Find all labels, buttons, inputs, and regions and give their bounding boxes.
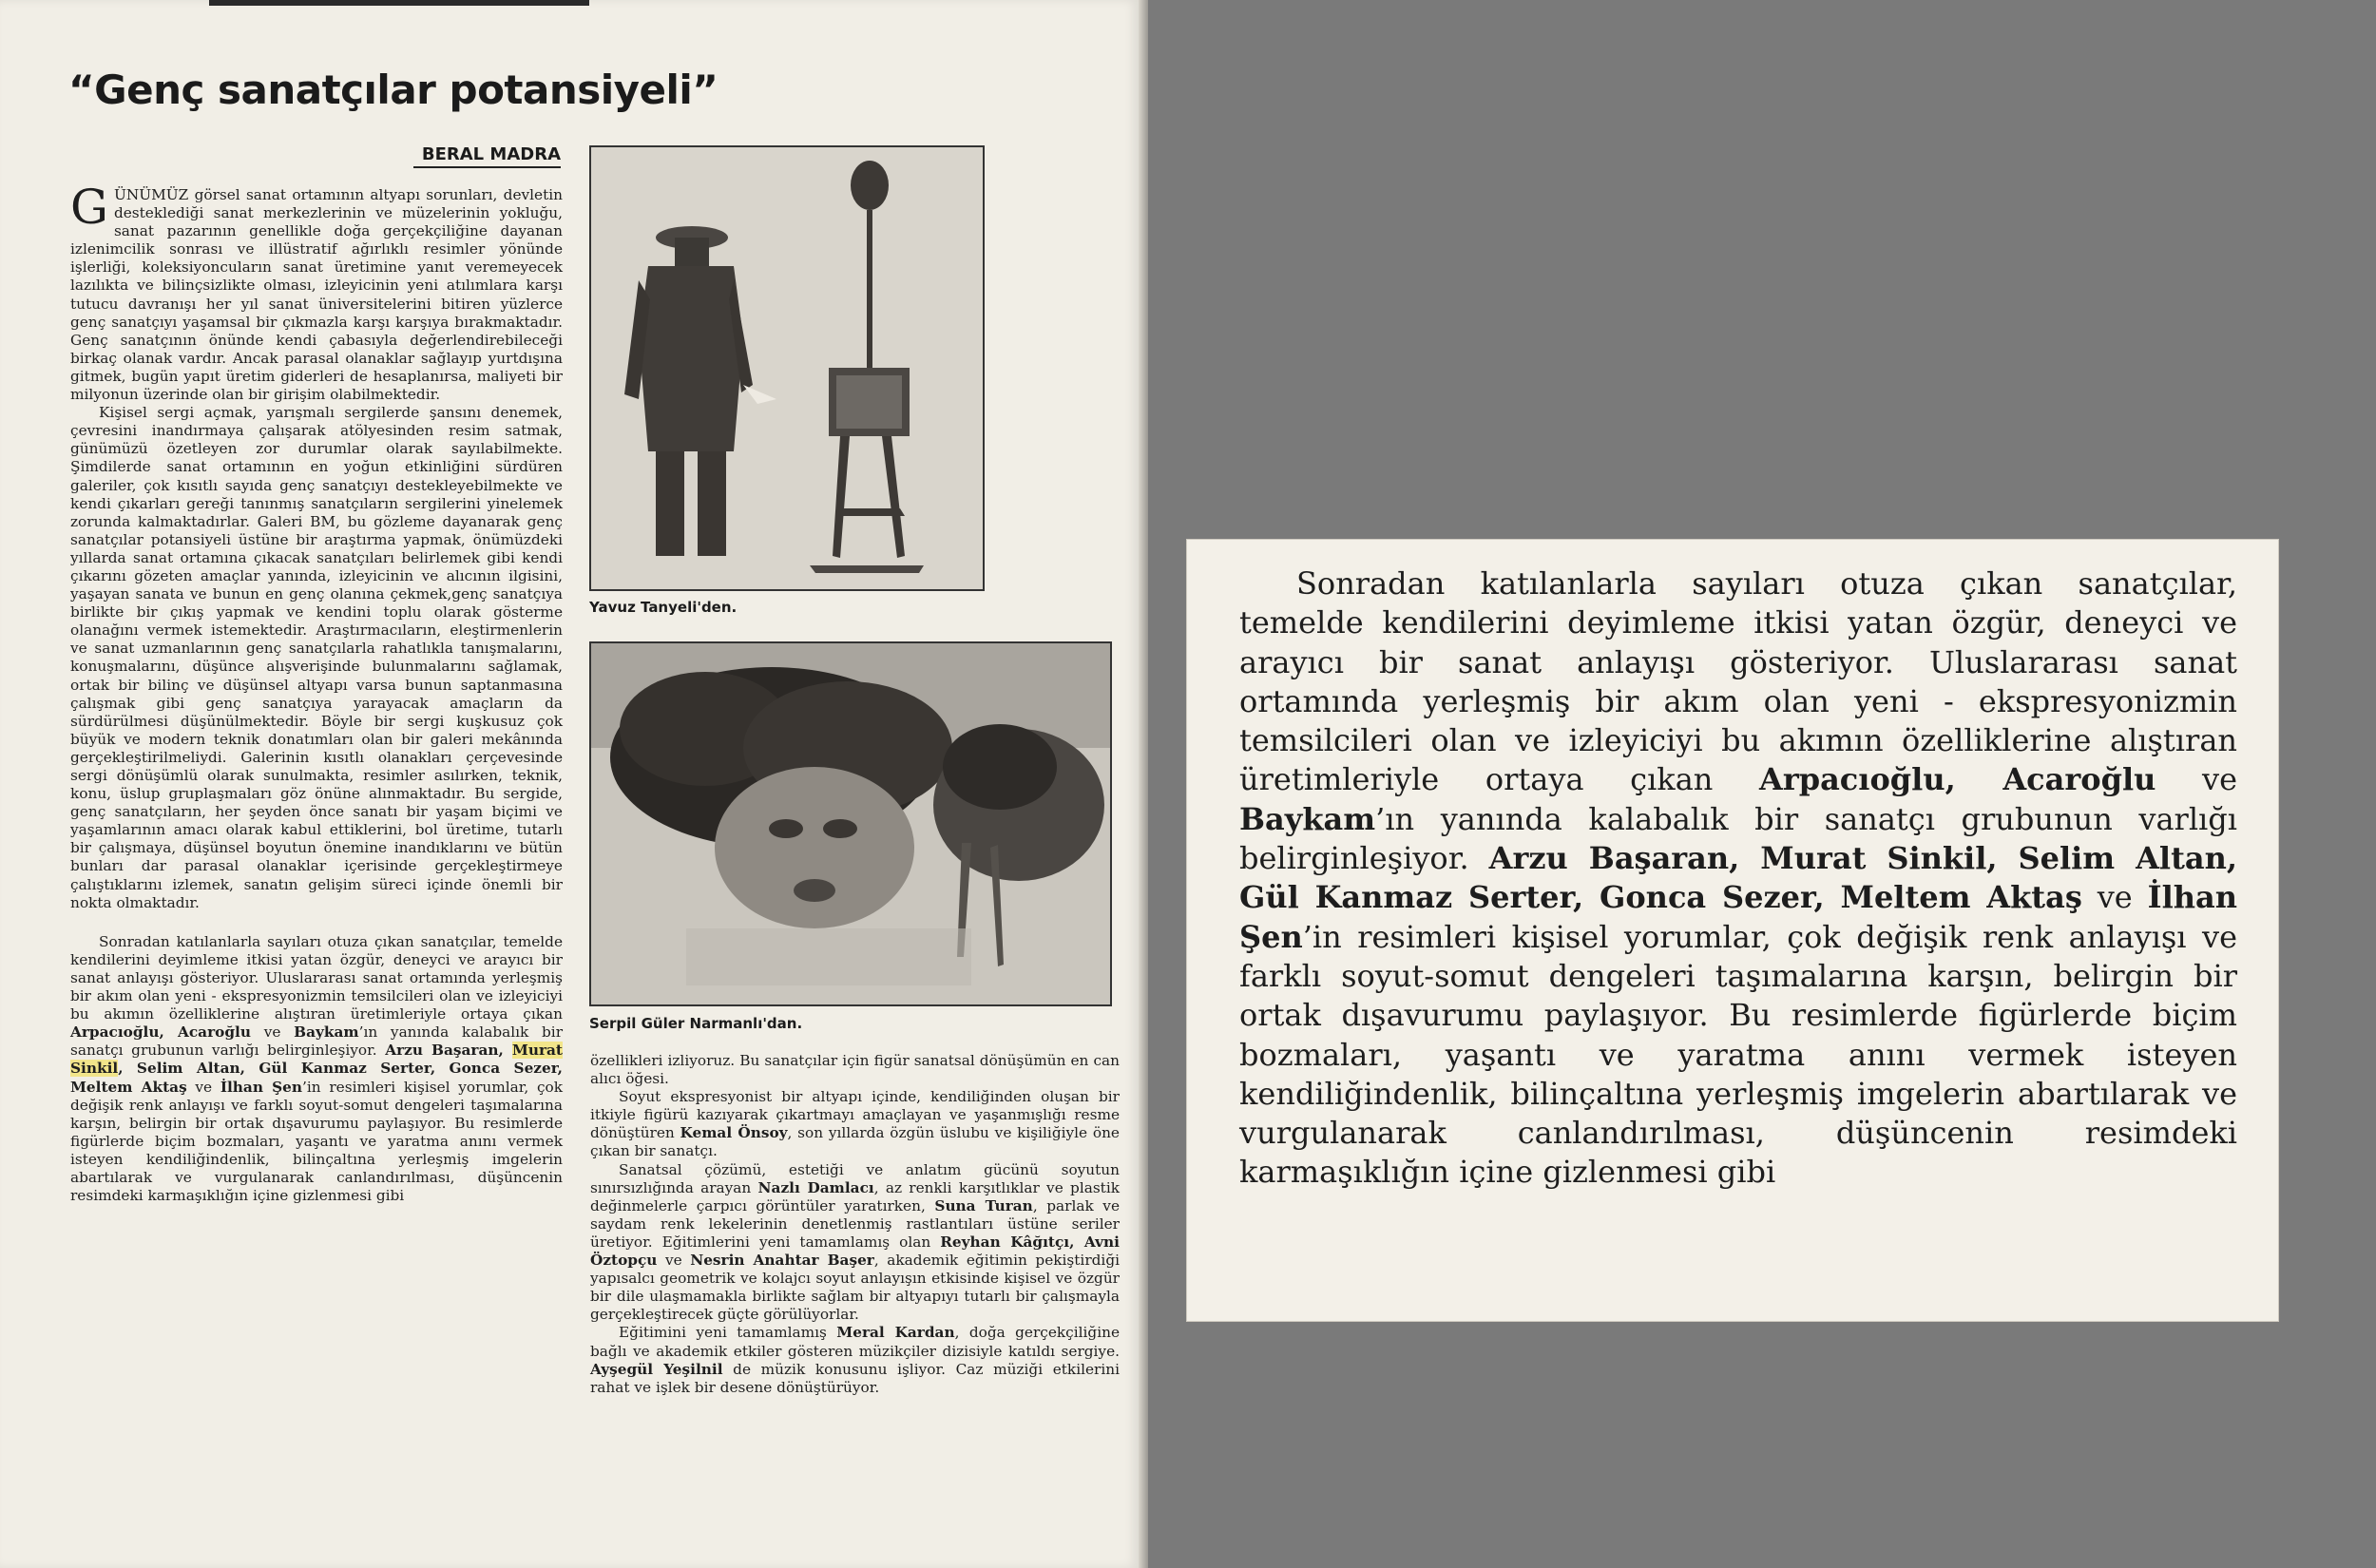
page-edge-shadow <box>1139 0 1148 1568</box>
highlighted-name: Murat Sinkil <box>70 1042 563 1078</box>
paragraph-3 <box>70 933 563 1205</box>
zoom-text-c: ’in resimleri kişisel yorumlar, çok değişik renk anlayışı ve farklı soyut-somut dengeleri taşımalarına karşın, belirgin bir ortak dışavurumu paylaşıyor. Bu resimlerde figürlerde biçim bozmaları, yaşantı ve yaratma anını vermek isteyen kendiliğindenlik, bilinçaltına yerleşmiş imgelerin abartılarak ve vurgulanarak canlandırılması, düşüncenin resimdeki karmaşıklığın içine gizlenmesi gibi <box>1239 918 2237 1191</box>
zoomed-paragraph-text <box>1239 564 2237 1193</box>
c2-p4-text-c: de müzik konusunu işliyor. Caz müziği etkilerini rahat ve işlek bir desene dönüştürüyor. <box>590 1360 1120 1396</box>
zoom-names-1: Arpacıoğlu, Acaroğlu <box>1759 761 2156 798</box>
article-column-1 <box>70 180 564 1205</box>
c2-p4-name-1: Meral Kardan <box>836 1324 955 1342</box>
c2-paragraph-1: özellikleri izliyoruz. Bu sanatçılar için figür sanatsal dönüşümün en can alıcı öğesi. <box>590 1052 1120 1088</box>
p3-names-3: Arzu Başaran, <box>385 1042 512 1060</box>
drop-cap: G <box>70 180 108 235</box>
article-title: “Genç sanatçılar potansiyeli” <box>68 67 719 113</box>
c2-paragraph-3 <box>590 1161 1120 1325</box>
p3-text-a: Sonradan katılanlarla sayıları otuza çıkan sanatçılar, temelde kendilerini deyimleme itkisi yatan özgür, deneyci ve arayıcı bir sanat anlayışı gösteriyor. Uluslararası sanat ortamında yerleşmiş bir akım olan yeni - ekspresyonizmin temsilcileri olan ve izleyiciyi bu akımın özelliklerine alıştıran üretimleriyle ortaya çıkan <box>70 932 563 1023</box>
newspaper-page <box>0 0 1139 1568</box>
article-column-2 <box>590 1052 1120 1397</box>
paragraph-2: Kişisel sergi açmak, yarışmalı sergilerde şansını denemek, çevresini inandırmaya çalışarak atölyesinden resim satmak, günümüzü özetleyen zor durumlar olarak sayılabilmekte. Şimdilerde sanat ortamının en yoğun etkinliğini sürdüren galeriler, çok kısıtlı sayıda genç sanatçıyı destekleyebilmekte ve kendi çıkarları gereği tanınmış sanatçıların sergilerini yinelemek zorunda kalmaktadırlar. Galeri BM, bu gözleme dayanarak genç sanatçılar potansiyeli üstüne bir araştırma yapmak, önümüzdeki yıllarda sanat ortamına çıkacak sanatçıları belirlemek gibi kendi çıkarını gözeten amaçlar yanında, izleyicinin ve alıcının ilgisini, yaşayan sanata ve bunun en genç olanına çekmek,genç sanatçıya birlikte bir çıkış yapmak ve kendini toplu olarak gösterme olanağını vermek istemektedir. Araştırmacıların, eleştirmenlerin ve sanat uzmanlarının genç sanatçılarla rahatlıkla tanışmalarını, konuşmalarını, düşünce alışverişinde bulunmalarını sağlamak, ortak bir bilinç ve düşünsel altyapı varsa bunun saptanmasına çalışmak gibi genç sanatçıya yarayacak amaçların da sürdürülmesi düşünülmektedir. Böyle bir sergi kuşkusuz çok büyük ve modern teknik donatımları olan bir galeri mekânında gerçekleştirilmeliydi. Galerinin kısıtlı olanakları çerçevesinde sergi dönüşümlü olarak sunulmakta, resimler asılırken, teknik, konu, üslup gruplaşmaları göz önüne alınmaktadır. Bu sergide, genç sanatçıların, her şeyden önce sanatı bir yaşam biçimi ve yaşamlarının amacı olarak kabul ettiklerini, bol üretime, tutarlı bir çalışmaya, düşünsel boyutun önemine inandıklarını ve bütün bunları dar parasal olanaklar içerisinde gerçekleştirmeye çalıştıklarını izlemek, sanatın gelişim süreci içinde önemli bir nokta olmaktadır. <box>70 404 563 911</box>
zoom-text-b: ’ın yanında kalabalık bir sanatçı grubunun varlığı belirginleşiyor. <box>1239 800 2237 877</box>
p3-names-1: Arpacıoğlu, Acaroğlu <box>70 1023 251 1042</box>
zoom-and-1: ve <box>2156 761 2237 798</box>
c2-p3-name-3: Reyhan Kâğıtçı, Avni Öztopçu <box>590 1233 1120 1270</box>
caption-photo-2: Serpil Güler Narmanlı'dan. <box>589 1015 803 1032</box>
zoomed-paragraph-inset <box>1187 540 2278 1321</box>
c2-paragraph-4 <box>590 1324 1120 1396</box>
c2-p3-text-a: Sanatsal çözümü, estetiği ve anlatım gücünü soyutun sınırsızlığında arayan <box>590 1160 1120 1196</box>
c2-p4-text-a: Eğitimini yeni tamamlamış <box>619 1324 837 1342</box>
c2-paragraph-2 <box>590 1088 1120 1160</box>
article-author: BERAL MADRA <box>413 144 561 168</box>
c2-p3-text-b: , az renkli karşıtlıklar ve plastik değinmelerle çarpıcı görüntüler yaratırken, <box>590 1178 1120 1214</box>
photo-yavuz-tanyeli <box>589 145 985 591</box>
zoom-names-3: Arzu Başaran, Murat Sinkil, Selim Altan, Gül Kanmaz Serter, Gonca Sezer, Meltem Aktaş <box>1239 840 2237 916</box>
p3-and-1: ve <box>251 1023 295 1042</box>
p3-names-4: , Selim Altan, Gül Kanmaz Serter, Gonca Sezer, Meltem Aktaş <box>70 1060 563 1096</box>
photo-serpil-guler-narmanli <box>589 641 1112 1006</box>
page-top-rule <box>209 0 589 6</box>
sculpture-figures-image <box>591 147 983 589</box>
c2-p4-name-2: Ayşegül Yeşilnil <box>590 1360 723 1378</box>
p3-names-2: Baykam <box>294 1023 359 1042</box>
c2-p3-name-1: Nazlı Damlacı <box>757 1178 874 1196</box>
abstract-faces-painting-image <box>591 643 1110 1004</box>
c2-p3-text-c: , parlak ve saydam renk lekelerinin denetlenmiş rastlantıları üstüne seriler üretiyor. Eğitimlerini yeni tamamlamış olan <box>590 1196 1120 1251</box>
p3-names-5: İlhan Şen <box>220 1078 303 1096</box>
c2-p3-name-2: Suna Turan <box>934 1196 1033 1214</box>
c2-p3-text-e: , akademik eğitimin pekiştirdiği yapısalcı geometrik ve kolajcı soyut anlayışın etkisinde kişisel ve özgür bir dile ulaşmamakla birlikte sağlam bir altyapıyı tutarlı bir çalışmayla gerçekleştirecek güçte görülüyorlar. <box>590 1252 1121 1324</box>
c2-p2-name: Kemal Önsoy <box>680 1124 788 1142</box>
p3-text-b: ’ın yanında kalabalık bir sanatçı grubunun varlığı belirginleşiyor. <box>70 1023 564 1060</box>
zoom-text-a: Sonradan katılanlarla sayıları otuza çıkan sanatçılar, temelde kendilerini deyimleme itkisi yatan özgür, deneyci ve arayıcı bir sanat anlayışı gösteriyor. Uluslararası sanat ortamında yerleşmiş bir akım olan yeni - ekspresyonizmin temsilcileri olan ve izleyiciyi bu akımın özelliklerine alıştıran üretimleriyle ortaya çıkan <box>1239 565 2237 798</box>
c2-p3-text-d: ve <box>657 1252 691 1270</box>
caption-photo-1: Yavuz Tanyeli'den. <box>589 599 738 616</box>
paragraph-1 <box>70 180 563 404</box>
c2-p2-text-b: , son yıllarda özgün üslubu ve kişiliğiyle öne çıkan bir sanatçı. <box>590 1124 1120 1160</box>
c2-p4-text-b: , doğa gerçekçiliğine bağlı ve akademik etkiler gösteren müzikçiler dizisiyle katıldı sergiye. <box>590 1324 1120 1360</box>
c2-p2-text-a: Soyut ekspresyonist bir altyapı içinde, kendiliğinden oluşan bir itkiyle figürü kazıyarak çıkartmayı amaçlayan ve yaşanmışlığı resme dönüştüren <box>590 1088 1120 1142</box>
p3-text-c: ’in resimleri kişisel yorumlar, çok değişik renk anlayışı ve farklı soyut-somut dengeleri taşımalarına karşın, belirgin bir ortak dışavurumu paylaşıyor. Bu resimlerde figürlerde biçim bozmaları, yaşantı ve yaratma anını vermek isteyen kendiliğindenlik, bilinçaltına yerleşmiş imgelerin abartılarak ve vurgulanarak canlandırılması, düşüncenin resimdeki karmaşıklığın içine gizlenmesi gibi <box>70 1078 564 1205</box>
c2-p3-name-4: Nesrin Anahtar Başer <box>690 1252 874 1270</box>
zoom-names-4: İlhan Şen <box>1239 879 2238 955</box>
p3-and-2: ve <box>186 1078 220 1096</box>
paragraph-1-text: ÜNÜMÜZ görsel sanat ortamının altyapı sorunları, devletin desteklediği sanat merkezlerinin ve müzelerinin yokluğu, sanat pazarının genellikle doğa gerçekçiliğine dayanan izlenimcilik sonrası ve illüstratif ağırlıklı resimler yönünde işlerliği, koleksiyoncuların sanat üretimine yanıt veremeyecek lazılıkta ve bilinçsizlikte olması, izleyicinin yeni atılımlara karşı tutucu davranışı her yıl sanat üniversitelerini bitiren yüzlerce genç sanatçıyı yaşamsal bir çıkmazla karşı karşıya bırakmaktadır. Genç sanatçının önünde kendi çabasıyla değerlendirebileceği birkaç olanak vardır. Ancak parasal olanaklar sağlayıp yurtdışına gitmek, bugün yapıt üretim giderleri de hesaplanırsa, maliyeti bir milyonun üzerinde olan bir girişim olabilmektedir. <box>70 186 563 404</box>
zoom-names-2: Baykam <box>1239 800 1376 837</box>
zoom-and-2: ve <box>2081 879 2148 916</box>
